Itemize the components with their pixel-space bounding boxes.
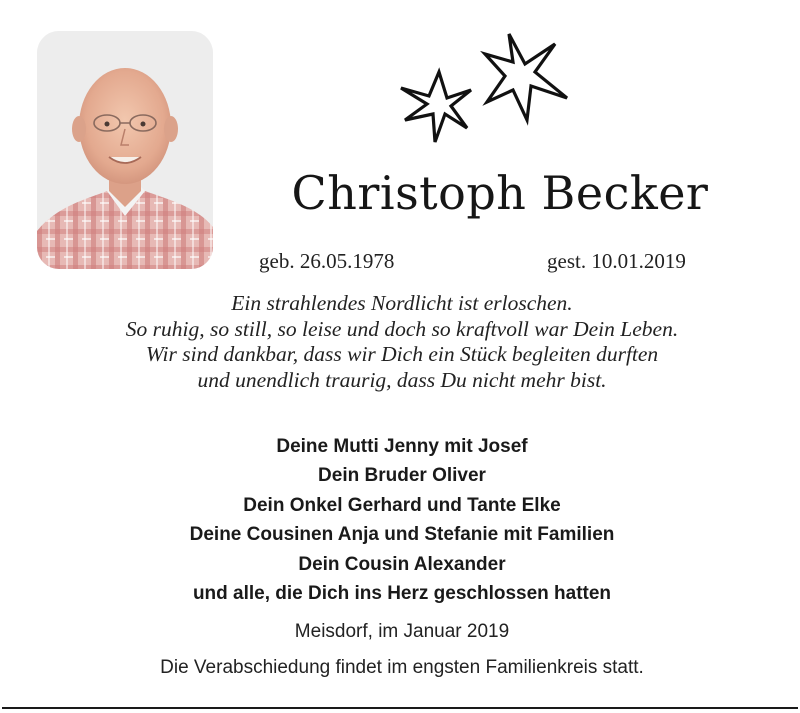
verse-line: und unendlich traurig, dass Du nicht mehr bist. bbox=[197, 367, 607, 392]
death-date: gest. 10.01.2019 bbox=[547, 249, 686, 273]
memorial-verse bbox=[62, 291, 742, 393]
verse-line: Ein strahlendes Nordlicht ist erloschen. bbox=[231, 291, 573, 315]
verse-line: So ruhig, so still, so leise und doch so kraftvoll war Dein Leben. bbox=[125, 316, 679, 341]
mourner-line: Deine Cousinen Anja und Stefanie mit Familien bbox=[189, 524, 615, 546]
decorative-stars bbox=[387, 30, 587, 170]
verse-line: Wir sind dankbar, dass wir Dich ein Stück begleiten durften bbox=[145, 342, 659, 366]
mourner-line: Dein Onkel Gerhard und Tante Elke bbox=[243, 494, 561, 516]
farewell-note: Die Verabschiedung findet im engsten Familienkreis statt. bbox=[160, 657, 644, 678]
mourner-line: und alle, die Dich ins Herz geschlossen hatten bbox=[192, 583, 612, 605]
obituary-card bbox=[2, 2, 798, 709]
portrait-photo bbox=[37, 31, 213, 269]
star-icon bbox=[485, 34, 567, 120]
birth-date: geb. 26.05.1978 bbox=[259, 249, 395, 273]
mourners-list bbox=[62, 432, 742, 608]
mourner-line: Deine Mutti Jenny mit Josef bbox=[276, 436, 528, 457]
mourner-line: Dein Cousin Alexander bbox=[298, 553, 506, 575]
deceased-name: Christoph Becker bbox=[291, 166, 709, 220]
star-icon bbox=[401, 72, 471, 142]
place-date: Meisdorf, im Januar 2019 bbox=[294, 621, 510, 642]
mourner-line: Dein Bruder Oliver bbox=[318, 465, 486, 487]
